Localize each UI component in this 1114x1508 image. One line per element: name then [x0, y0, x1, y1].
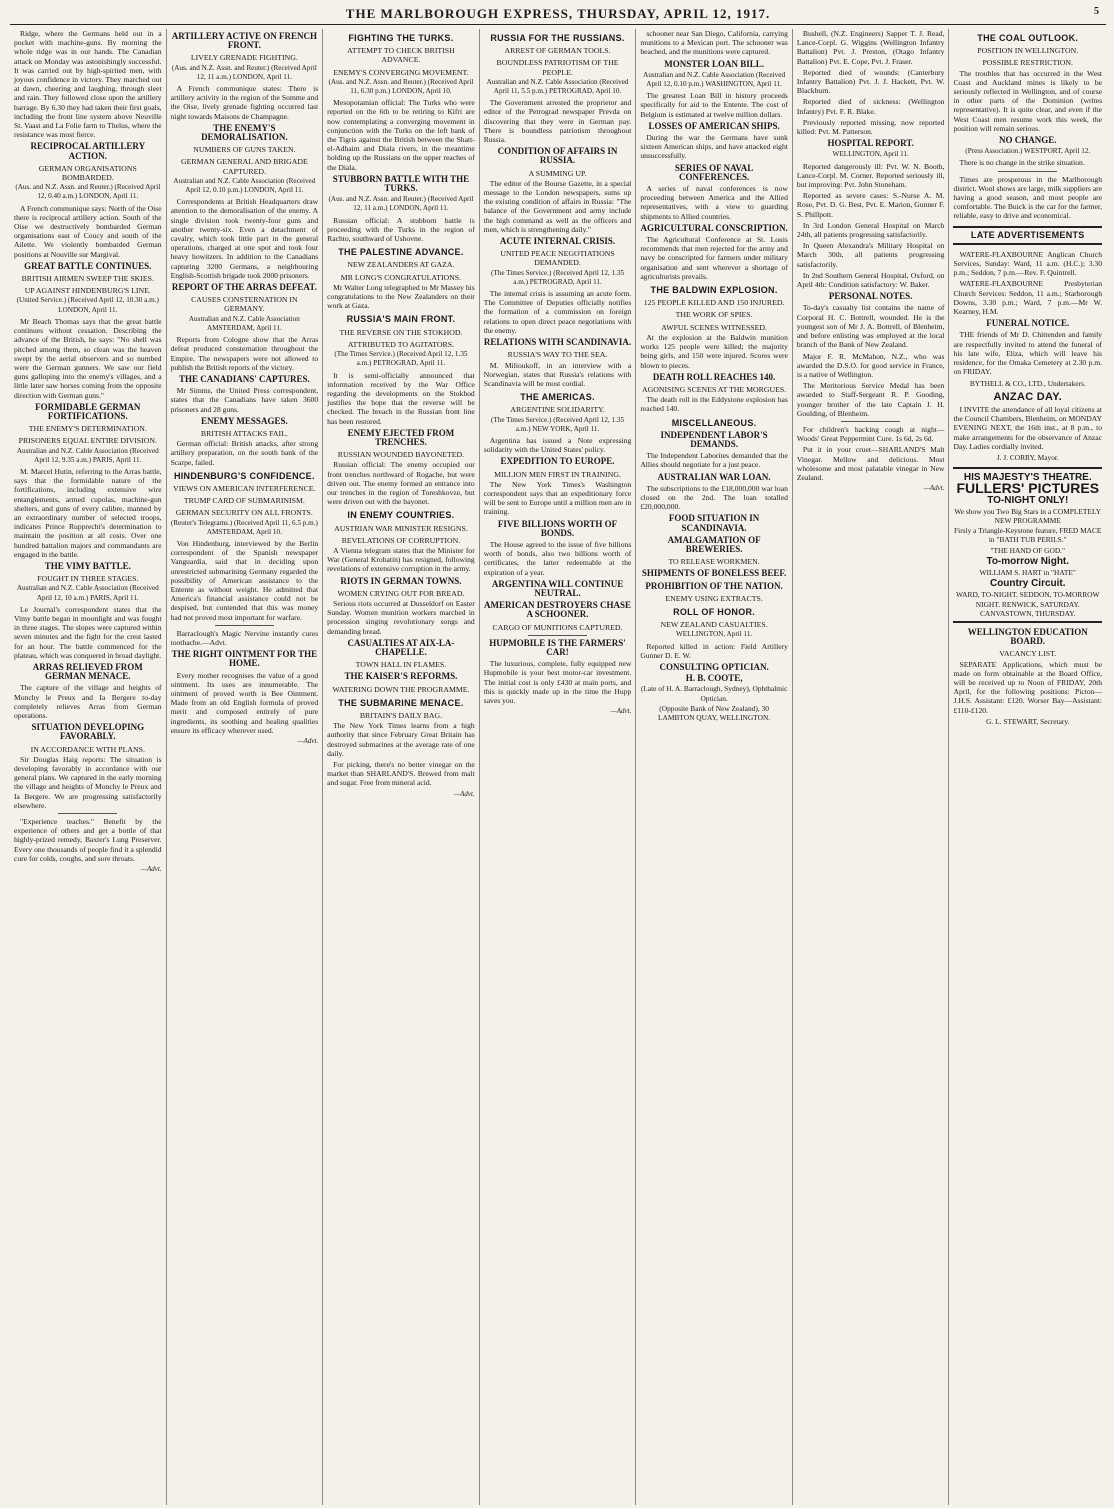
- advertiser-name: J. J. CORRY, Mayor.: [996, 452, 1059, 462]
- subheadline: CAUSES CONSTERNATION IN GERMANY.: [191, 295, 298, 314]
- section-headline: RUSSIA FOR THE RUSSIANS.: [490, 33, 625, 43]
- article-text: M. Milioukoff, in an interview with a Norwegian, states that Russia's relations with Scandinavia will be most cordial.: [483, 360, 632, 388]
- column-1: [10, 29, 167, 1505]
- subheadline: THE WORK OF SPIES.: [675, 310, 753, 320]
- article-text: Correspondents at British Headquarters draw attention to the demoralisation of the enemy. A single division took twenty-four guns and another twenty-six. Even a detachment of cavalry, which took little part in the general operations, charged at one spot and took four heavy howitzers. In addition to the Canadians capturing 3200 Germans, a neighbouring English-Scottish brigade took 2000 prisoners.: [170, 197, 319, 280]
- article-text: Mr Simms, the United Press correspondent, states that the Canadians have taken 3600 prisoners and 28 guns.: [170, 386, 319, 414]
- advertisement-text: WATERE-FLAXBOURNE Anglican Church Services, Sunday: Ward, 11 a.m. (H.C.); 3.30 p.m.; Seddon, 7 p.m.—Rev. F. Quintrell.: [953, 249, 1103, 278]
- subheadline: ARREST OF GERMAN TOOLS.: [504, 46, 611, 56]
- subheadline: FOUGHT IN THREE STAGES.: [37, 574, 139, 584]
- advertisement-text: Put it in your cruet—SHARLAND'S Malt Vinegar. Mellow and delicious. Most wholesome and most palatable vinegar in New Zealand.: [796, 445, 945, 482]
- article-text: M. Marcel Hutin, referring to the Arras battle, says that the formidable nature of the fortifications, including extensive wire entanglements, armed cupolas, machine-gun shelters, and guns of every calibre, manned by an extraordinary number of selected troops, indicates Prince Rupprecht's determination to maintain the position at all costs. Over one hundred battalion majors and commandants are engaged in the battle.: [14, 466, 162, 559]
- headline: HOSPITAL REPORT.: [827, 138, 914, 149]
- subheadline: POSSIBLE RESTRICTION.: [982, 58, 1074, 68]
- byline: (The Times Service.) (Received April 12, 1.35 a.m.) PETROGRAD, April 11.: [490, 268, 625, 286]
- section-headline: THE AMERICAS.: [520, 392, 595, 403]
- advertisement-text: WILLIAM S. HART in "HATE": [979, 567, 1076, 577]
- advertisement-text: "THE HAND OF GOD.": [990, 545, 1066, 555]
- subheadline: TRUMP CARD OF SUBMARINISM.: [183, 496, 305, 506]
- advertisement-text: We show you Two Big Stars in a COMPLETELY NEW PROGRAMME: [954, 506, 1102, 525]
- byline: (The Times Service.) (Received April 12, 1.35 a.m.) NEW YORK, April 11.: [490, 415, 625, 433]
- column-3: [323, 29, 480, 1505]
- advertisement-text: For picking, there's no better vinegar on the market than SHARLAND'S. Brewed from malt and sugar. Free from mineral acid.: [327, 760, 475, 788]
- subheadline: WATERING DOWN THE PROGRAMME.: [332, 684, 470, 694]
- article-text: The troubles that has occurred in the West Coast and Auckland mines is likely to be seriously reflected in Wellington, and of course in other parts of the Dominion (writes representative). It is quite clear, and even if the West Coast men resume work this week, the position will remain serious.: [953, 68, 1103, 133]
- headline: AMERICAN DESTROYERS CHASE A SCHOONER.: [484, 600, 632, 620]
- headline: SITUATION DEVELOPING FAVORABLY.: [31, 722, 145, 742]
- headline: SERIES OF NAVAL CONFERENCES.: [674, 162, 754, 182]
- headline: THE VIMY BATTLE.: [44, 560, 131, 571]
- byline: (Reuter's Telegrams.) (Received April 11, 6.5 p.m.) AMSTERDAM, April 10.: [170, 518, 318, 536]
- subheadline: MR LONG'S CONGRATULATIONS.: [340, 272, 462, 282]
- article-text: Reported died of wounds: (Canterbury Infantry Battalion) Pvt. J. J. Hackett, Pvt. W. Blackburn.: [796, 67, 945, 96]
- advertiser-name: BYTHELL & CO., LTD., Undertakers.: [969, 378, 1086, 388]
- headline: DEATH ROLL REACHES 140.: [652, 371, 776, 382]
- headline: AUSTRALIAN WAR LOAN.: [657, 471, 771, 482]
- headline: THE RIGHT OINTMENT FOR THE HOME.: [171, 649, 318, 669]
- subheadline: WOMEN CRYING OUT FOR BREAD.: [337, 588, 465, 598]
- subheadline: THE REVERSE ON THE STOKHOD.: [339, 327, 463, 337]
- article-text: A series of naval conferences is now proceeding between America and the Allied representatives, with a view to guarding shipments to Allied countries.: [640, 184, 788, 221]
- subheadline: NUMBERS OF GUNS TAKEN.: [193, 145, 296, 155]
- article-text: The greatest Loan Bill in history proceeds specifically for aid to the Entente. The cost of Belgium is estimated at twelve million dollars.: [640, 91, 788, 119]
- subheadline: BRITISH ATTACKS FAIL.: [200, 428, 288, 438]
- subheadline: ENEMY USING EXTRACTS.: [665, 593, 763, 603]
- headline: CONDITION OF AFFAIRS IN RUSSIA.: [497, 146, 618, 166]
- subheadline: BRITAIN'S DAILY BAG.: [359, 711, 443, 720]
- advertiser-name: G. L. STEWART, Secretary.: [986, 716, 1070, 726]
- advertisement-text: "Experience teaches." Benefit by the experience of others and get a bottle of that highly-prized remedy, Baxter's Lung Preserver. Every one thousands of people find it a splendid cure for colds, coughs, and sore throats.: [14, 817, 162, 863]
- article-text: Reported as severe cases: S.-Nurse A. M. Rose, Pvt. D. G. Best, Pvt. E. Marion, Gunner F. S. Phillpott.: [796, 191, 945, 219]
- advertisement-text: Firsly a Triangle-Keystone feature, FRED MACE in "BATH TUB PERILS.": [954, 526, 1102, 545]
- byline: (The Times Service.) (Received April 12, 1.35 a.m.) PETROGRAD, April 11.: [334, 350, 468, 368]
- article-text: During the war the Germans have sunk sixteen American ships, and have attacked eight unsuccessfully.: [640, 133, 788, 161]
- article-text: Serious riots occurred at Dusseldorf on Easter Sunday. Women munition workers marched in procession singing revolutionary songs and demanding bread.: [327, 598, 475, 636]
- headline: THE ENEMY'S DEMORALISATION.: [201, 122, 288, 143]
- headline: THE CANADIANS' CAPTURES.: [178, 373, 310, 384]
- advertisement-text: WATERE-FLAXBOURNE Presbyterian Church Services: Seddon, 11 a.m.; Starborough Downs, 3.30 p.m.; Ward, 7 p.m.—Mr W. Kearney, H.M.: [953, 279, 1103, 317]
- subheadline: NEW ZEALAND CASUALTIES.: [660, 620, 768, 630]
- headline: CASUALTIES AT AIX-LA-CHAPELLE.: [347, 637, 455, 657]
- headline: ACUTE INTERNAL CRISIS.: [499, 236, 616, 247]
- subheadline: VIEWS ON AMERICAN INTERFERENCE.: [173, 483, 316, 493]
- headline: NO CHANGE.: [998, 135, 1057, 146]
- article-text: The Agricultural Conference at St. Louis recommends that men rejected for the army and navy be conscripted for farmers under military organisation and sent wherever a shortage of agriculturists prevails.: [640, 235, 788, 281]
- byline: Australian and N.Z. Cable Association (Received April 12, 0.10 p.m.) LONDON, April 11.: [173, 176, 316, 195]
- article-text: Reports from Cologne show that the Arras defeat produced consternation throughout the Empire. The newspapers were not allowed to publish the British reports of the victory.: [170, 335, 319, 372]
- advertisement-address: (Opposite Bank of New Zealand), 30 LAMBTON QUAY, WELLINGTON.: [658, 703, 771, 722]
- subheadline: ENEMY'S CONVERGING MOVEMENT.: [333, 67, 469, 77]
- subheadline: CARGO OF MUNITIONS CAPTURED.: [492, 622, 623, 632]
- subheadline: BOUNDLESS PATRIOTISM OF THE PEOPLE.: [496, 58, 619, 77]
- subheadline: UNITED PEACE NEGOTIATIONS DEMANDED.: [500, 249, 615, 268]
- advertisement-text: For children's hacking cough at night—Woods' Great Peppermint Cure. 1s 6d, 2s 6d.: [796, 424, 945, 444]
- article-text: A French communique says: North of the Oise there is reciprocal artillery action. South of the Oise we destructively bombarded German organisations east of Coucy and south of the Ailette. We violently bombarded German positions at Nouville sur Margival.: [14, 203, 162, 259]
- headline: RIOTS IN GERMAN TOWNS.: [340, 575, 462, 586]
- headline: CONSULTING OPTICIAN.: [659, 661, 769, 672]
- headline: RECIPROCAL ARTILLERY ACTION.: [30, 141, 146, 161]
- theatre-title: FULLERS' PICTURES: [956, 480, 1100, 497]
- subheadline: RUSSIA'S WAY TO THE SEA.: [507, 350, 608, 360]
- headline: ARGENTINA WILL CONTINUE NEUTRAL.: [491, 578, 624, 598]
- headline: AGRICULTURAL CONSCRIPTION.: [640, 222, 788, 233]
- headline: PROHIBITION OF THE NATION.: [645, 580, 783, 591]
- headline: ENEMY MESSAGES.: [201, 415, 288, 426]
- advertisement-text: (Late of H. A. Barraclough, Sydney), Ophthalmic Optician.: [640, 684, 788, 703]
- headline: FOOD SITUATION IN SCANDINAVIA.: [668, 513, 760, 533]
- headline: STUBBORN BATTLE WITH THE TURKS.: [332, 173, 470, 194]
- headline: WELLINGTON EDUCATION BOARD.: [967, 626, 1088, 647]
- article-text: Sir Douglas Haig reports: The situation is developing favorably in accordance with our general plans. We captured in the early morning the village and heights of Monchy le Preux and Ia Bergere. We are progressing satisfactorily elsewhere.: [14, 754, 162, 810]
- headline: EXPEDITION TO EUROPE.: [500, 456, 615, 467]
- byline: Australian and N.Z. Cable Association (Received April 12, 0.10 p.m.) WASHINGTON, April 11.: [643, 70, 786, 89]
- section-headline: THE COAL OUTLOOK.: [977, 33, 1079, 43]
- article-text: Mr Beach Thomas says that the great battle continues without cessation. Describing the advance of the British, he says: "No shell was pitched among them, so clean was the heaven swept by the aerial observers and so numbed were the German gunners. We saw our field guns galloping into the enemy's villages, and a little later saw horses coming from the opposite direction with German guns.": [14, 316, 162, 400]
- article-text: Bushell, (N.Z. Engineers) Sapper T. J. Read, Lance-Corpl. G. Wiggins (Wellington Infantry Battalion) Pvt. J. Preston, (Otago Infantry Battalion) Pvt. E. Cope, Pvt. J. Fraser.: [796, 29, 945, 66]
- subheadline: RUSSIAN WOUNDED BAYONETED.: [337, 450, 465, 460]
- article-text: The capture of the village and heights of Monchy le Preux and Ia Bergere to-day completely relieves Arras from German operations.: [14, 683, 162, 721]
- column-5: [636, 29, 793, 1505]
- article-text: The subscriptions to the £18,000,000 war loan closed on the 2nd. The loan totalled £20,000,000.: [640, 483, 788, 512]
- byline: (Aus. and N.Z. Assn. and Reuter.) (Received April 12, 0.40 a.m.) LONDON, April 11.: [15, 183, 161, 201]
- article-text: At the explosion at the Baldwin munition works 125 people were killed; the majority being girls, and 150 were injured. Scores were blown to pieces.: [640, 332, 788, 370]
- subheadline: UP AGAINST HINDENBURG'S LINE.: [24, 286, 151, 296]
- headline: AMALGAMATION OF BREWERIES.: [667, 534, 761, 554]
- article-text: In 3rd London General Hospital on March 24th, all patients progressing satisfactorily.: [796, 220, 945, 240]
- country-circuit: Country Circuit.: [989, 578, 1066, 590]
- advertisement-text: WARD, TO-NIGHT. SEDDON, TO-MORROW NIGHT. RENWICK, SATURDAY. CANVASTOWN, THURSDAY.: [956, 590, 1100, 618]
- subheadline: NEW ZEALANDERS AT GAZA.: [347, 260, 455, 270]
- subheadline: THE ENEMY'S DETERMINATION.: [28, 424, 147, 434]
- article-text: There is no change in the strike situation.: [959, 158, 1085, 168]
- headline: INDEPENDENT LABOR'S DEMANDS.: [660, 429, 768, 449]
- advertisement-text: Barraclough's Magic Nervine instantly cures toothache.—Advt.: [170, 628, 319, 647]
- advertisement-text: Times are prosperous in the Marlborough district. Wool shows are large, milk suppliers are having a good season, and most people are comfortable. The Buick is the car for the farmer, reliable, easy to drive and economical.: [953, 174, 1103, 221]
- headline: FUNERAL NOTICE.: [986, 318, 1070, 329]
- article-text: The editor of the Bourse Gazette, in a special message to the London newspapers, sums up the existing condition of affairs in Russia: "The balance of the Government and army include the high command as well as the officers and men, which is strengthening daily.": [483, 178, 632, 234]
- subheadline: LIVELY GRENADE FIGHTING.: [190, 53, 298, 63]
- advertisement-text: Every mother recognises the value of a good ointment. Its uses are innumerable. The ointment of proved worth is Bee Ointment. Made from an old English formula of proved merit and composed entirely of pure ingredients, its soothing and healing qualities ensure its efficacy wherever used.: [170, 670, 319, 735]
- subheadline: GERMAN GENERAL AND BRIGADE CAPTURED.: [180, 157, 308, 176]
- article-text: Argentina has issued a Note expressing solidarity with the United States' policy.: [483, 435, 632, 455]
- subheadline: BRITISH AIRMEN SWEEP THE SKIES.: [21, 274, 154, 284]
- byline: (Press Association.) WESTPORT, April 12.: [965, 147, 1091, 156]
- subheadline: GERMAN SECURITY ON ALL FRONTS.: [175, 508, 313, 518]
- headline: ARRAS RELIEVED FROM GERMAN MENACE.: [32, 662, 143, 682]
- advt-mark: —Advt.: [923, 484, 945, 493]
- article-text: To-day's casualty list contains the name of Corporal H. C. Bottrell, wounded. He is the youngest son of Mr J. A. Bottrell, of Blenheim, and before enlisting was employed at the local branch of the Bank of New Zealand.: [796, 303, 945, 350]
- article-text: Le Journal's correspondent states that the Vimy battle began in moonlight and was fought in three stages. The slopes were captured within seven minutes and the fight for the crest lasted for an hour. The battle commenced for the plateau, which was conquered in broad daylight.: [14, 604, 162, 660]
- article-text: A Vienna telegram states that the Minister for War (General Krobatin) has resigned, following revelations of extensive corruption in the army.: [327, 545, 475, 574]
- byline: Australian and N.Z. Cable Association (Received April 12, 10 a.m.) PARIS, April 11.: [16, 584, 159, 602]
- article-text: Ridge, where the Germans held out in a pocket with machine-guns. By morning the whole ridge was in our hands. The Canadian attack on Monday was astonishingly successful. It was carried out by high-spirited men, with joyous confidence in victory. They marched out at dawn, cheering and laughing, through sleet and rain. They followed close upon the artillery barrage. By 6.30 they had taken their first goals, including the front line system above Neuville St. Vaast and La Folie farm to Thelus, where the resistance was most fierce.: [14, 29, 162, 140]
- article-text: schooner near San Diego, California, carrying munitions to a Mexican port. The schooner was beached, and the munitions were captured.: [640, 29, 788, 57]
- headline: LOSSES OF AMERICAN SHIPS.: [648, 120, 780, 131]
- subheadline: REVELATIONS OF CORRUPTION.: [341, 535, 461, 545]
- article-text: Previously reported missing, now reported killed: Pvt. M. Patterson.: [796, 117, 945, 137]
- article-text: It is semi-officially announced that information received by the War Office regarding the developments on the Stokhod justifies the hope that the reverse will be checked. The breach in the Russian front line has been restored.: [327, 370, 475, 426]
- theatre-tomorrow: To-morrow Night.: [986, 555, 1070, 567]
- byline: (United Service.) (Received April 12, 10.30 a.m.) LONDON, April 11.: [16, 296, 159, 314]
- column-2: [167, 29, 324, 1505]
- section-headline: HINDENBURG'S CONFIDENCE.: [173, 470, 315, 481]
- divider: [528, 635, 587, 636]
- advt-mark: —Advt.: [297, 737, 319, 746]
- byline: Australian and N.Z. Cable Association (Received April 11, 5.5 p.m.) PETROGRAD, April 10.: [486, 77, 629, 96]
- theatre-advertisement: [953, 467, 1102, 623]
- column-4: [480, 29, 637, 1505]
- divider: [58, 813, 117, 814]
- subheadline: AUSTRIAN WAR MINISTER RESIGNS.: [334, 523, 468, 533]
- subheadline: POSITION IN WELLINGTON.: [977, 46, 1079, 56]
- headline: ENEMY EJECTED FROM TRENCHES.: [347, 427, 455, 447]
- subheadline: MILLION MEN FIRST IN TRAINING.: [494, 469, 621, 479]
- byline: (Aus. and N.Z. Assn. and Reuter.) (Received April 12, 11 a.m.) LONDON, April 11.: [328, 195, 474, 213]
- subheadline: ATTEMPT TO CHECK BRITISH ADVANCE.: [347, 46, 455, 65]
- article-text: Major F. R. McMahon, N.Z., who was awarded the D.S.O. for good service in France, is a native of Wellington.: [796, 351, 945, 379]
- article-text: The death roll in the Eddystone explosion has reached 140.: [640, 395, 788, 414]
- column-6: [793, 29, 950, 1505]
- article-text: The Government arrested the proprietor and editor of the Petrograd newspaper Prevda on discovering that they were in German pay. There is boundless patriotism throughout Russia.: [483, 98, 632, 145]
- byline: WELLINGTON, April 11.: [832, 150, 909, 159]
- divider: [841, 421, 900, 422]
- advt-mark: —Advt.: [610, 707, 632, 716]
- columns: [10, 29, 1106, 1505]
- section-headline: THE SUBMARINE MENACE.: [338, 697, 464, 708]
- advt-mark: —Advt.: [140, 865, 162, 874]
- section-headline: LATE ADVERTISEMENTS: [970, 229, 1085, 240]
- byline: Australian and N.Z. Cable Association AMSTERDAM, April 11.: [188, 314, 300, 332]
- theatre-name: HIS MAJESTY'S THEATRE.: [963, 472, 1092, 484]
- byline: Australian and N.Z. Cable Association (Received April 12, 9.35 a.m.) PARIS, April 11.: [16, 446, 159, 464]
- byline: WELLINGTON, April 11.: [675, 630, 753, 639]
- masthead: [10, 4, 1106, 25]
- headline: ARTILLERY ACTIVE ON FRENCH FRONT.: [171, 31, 318, 51]
- section-headline: THE PALESTINE ADVANCE.: [338, 247, 464, 258]
- headline: MONSTER LOAN BILL.: [664, 58, 764, 69]
- article-text: Russian official: The enemy occupied our front trenches northward of Rogache, but were driven out. The enemy formed an entrance into our trenches in the region of Toreshkovze, but were driven out with the bayonet.: [327, 460, 475, 507]
- headline: HUPMOBILE IS THE FARMERS' CAR!: [489, 637, 626, 657]
- headline: RELATIONS WITH SCANDINAVIA.: [483, 337, 632, 348]
- subheadline: 125 PEOPLE KILLED AND 150 INJURED.: [643, 298, 785, 308]
- section-headline: FIGHTING THE TURKS.: [348, 33, 454, 43]
- article-text: German official: British attacks, after strong artillery preparation, on the south bank of the Scarpe, failed.: [170, 439, 319, 467]
- column-7: [949, 29, 1106, 1505]
- divider: [215, 625, 274, 626]
- section-headline: ROLL OF HONOR.: [673, 606, 756, 617]
- headline: PERSONAL NOTES.: [828, 291, 913, 302]
- subheadline: TO RELEASE WORKMEN.: [668, 557, 760, 567]
- advertisement-text: I INVITE the attendance of all loyal citizens at the Council Chambers, Blenheim, on MONDAY EVENING NEXT, the 16th inst., at 8 p.m., to make arrangements for the observance of Anzac Day. Ladies cordially invited.: [953, 404, 1103, 451]
- article-text: Mesopotamian official: The Turks who were reported on the 6th to be retiring to Kifri are now contemplating a converging movement in conjunction with the Turks on the left bank of the Tigris against the British between the Shatt-el-Adhaim and Diala rivers, in the meantime holding up the Russians on the upper reaches of the Diala.: [327, 98, 475, 172]
- section-headline: ANZAC DAY.: [993, 390, 1063, 403]
- article-text: The Meritorious Service Medal has been awarded to Staff-Sergeant R. P. Gooding, younger brother of the late Captain J. H. Goulding, of Blenheim.: [796, 381, 945, 418]
- subheadline: PRISONERS EQUAL ENTIRE DIVISION.: [18, 436, 157, 446]
- article-text: The New York Times learns from a high authority that since February Great Britain has destroyed submarines at the average rate of one daily.: [327, 721, 475, 758]
- article-text: Reported died of sickness: (Wellington Infantry) Pvt. F. R. Blake.: [796, 97, 945, 116]
- subheadline: TOWN HALL IN FLAMES.: [355, 660, 447, 670]
- headline: SHIPMENTS OF BONELESS BEEF.: [641, 568, 787, 579]
- article-text: A French communique states: There is artillery activity in the region of the Somme and the Oise, lively grenade fighting occurred last night towards Maisons de Champagne.: [170, 84, 319, 121]
- section-headline: MISCELLANEOUS.: [671, 417, 757, 428]
- advertisement-text: The luxurious, complete, fully equipped new Hupmobile is your best motor-car investment. The initial cost is only £430 at main ports, and this is quickly made up in the time the Hupp saves you.: [483, 659, 632, 705]
- byline: (Aus. and N.Z. Assn. and Reuter.) (Received April 11, 6.30 p.m.) LONDON, April 10.: [328, 77, 474, 96]
- divider: [998, 171, 1057, 172]
- subheadline: GERMAN ORGANISATIONS BOMBARDED.: [38, 163, 137, 183]
- subheadline: VACANCY LIST.: [999, 649, 1057, 659]
- section-headline: IN ENEMY COUNTRIES.: [347, 510, 455, 521]
- headline: THE KAISER'S REFORMS.: [344, 671, 458, 682]
- article-text: Mr Walter Long telegraphed to Mr Massey his congratulations to the New Zealanders on their work at Gaza.: [327, 282, 475, 311]
- masthead-title: THE MARLBOROUGH EXPRESS, THURSDAY, APRIL 12, 1917.: [345, 6, 771, 21]
- subheadline: ATTRIBUTED TO AGITATORS.: [347, 339, 455, 349]
- subheadline: IN ACCORDANCE WITH PLANS.: [30, 744, 145, 754]
- subheadline: AGONISING SCENES AT THE MORGUES.: [642, 384, 787, 394]
- headline: FIVE BILLIONS WORTH OF BONDS.: [497, 518, 618, 538]
- headline: GREAT BATTLE CONTINUES.: [24, 260, 152, 271]
- headline: FORMIDABLE GERMAN FORTIFICATIONS.: [35, 401, 141, 421]
- section-headline: THE BALDWIN EXPLOSION.: [650, 285, 778, 296]
- article-text: Russian official: A stubborn battle is proceeding with the Turks in the region of Rachto, southward of Ushovne.: [327, 215, 475, 244]
- article-text: Reported killed in action: Field Artillery Gunner D. E. W.: [640, 641, 788, 660]
- article-text: In Queen Alexandra's Military Hospital on March 30th, all patients progressing satisfactorily.: [796, 241, 945, 269]
- theatre-tonight: TO-NIGHT ONLY!: [987, 494, 1069, 506]
- article-text: The House agreed to the issue of five billions worth of bonds, also two billions worth of certificates, the latter redeemable at the expiration of a year.: [483, 539, 632, 577]
- advertisement-text: SEPARATE Applications, which must be made on form obtainable at the Board Office, will be received up to Noon of FRIDAY, 20th April, for the following positions: Picton—J.H.S. Assistant: £120. Worser Bay—Assistant: £110-£120.: [953, 659, 1103, 715]
- late-ads-banner: [953, 226, 1102, 245]
- page-number: 5: [1094, 6, 1100, 17]
- article-text: The internal crisis is assuming an acute form. The Committee of Deputies officially notifies the formation of a commission on foreign relations to open direct peace negotiations with the enemy.: [483, 289, 632, 335]
- byline: (Aus. and N.Z. Assn. and Reuter.) (Received April 12, 11 a.m.) LONDON, April 11.: [171, 63, 317, 81]
- article-text: In 2nd Southern General Hospital, Oxford, on April 4th: Condition satisfactory: W. Baker.: [796, 270, 945, 290]
- advertiser-name: H. B. COOTE,: [685, 673, 743, 684]
- subheadline: ARGENTINE SOLIDARITY.: [510, 405, 605, 415]
- article-text: Reported dangerously ill: Pvt. W. N. Booth, Lance-Corpl. M. Corner. Reported seriously ill, but improving: Pvt. John Stoneham.: [796, 161, 945, 190]
- advt-mark: —Advt.: [453, 789, 475, 798]
- article-text: Von Hindenburg, interviewed by the Berlin correspondent of the Spanish newspaper Vanguardia, said that in deciding upon unrestricted submarining Germany regarded the possibility of American assistance to the Entente as without weight. He admitted that America's financial assistance could not be despised, but contended that this was money had not proved most important for warfare.: [170, 538, 319, 622]
- headline: REPORT OF THE ARRAS DEFEAT.: [171, 282, 317, 293]
- article-text: The New York Times's Washington correspondent says that an expeditionary force will be sent to Europe until a million men are in training.: [483, 479, 632, 517]
- subheadline: A SUMMING UP.: [528, 168, 587, 178]
- advertisement-text: THE friends of Mr D. Chittenden and family are respectfully invited to attend the funeral of his late wife, Eliza, which will leave his residence, for the Omaka Cemetery at 2.30 p.m. on FRIDAY.: [953, 330, 1103, 377]
- article-text: The Independent Laborites demanded that the Allies should negotiate for a just peace.: [640, 451, 788, 470]
- subheadline: AWFUL SCENES WITNESSED.: [661, 322, 767, 332]
- section-headline: RUSSIA'S MAIN FRONT.: [346, 314, 456, 325]
